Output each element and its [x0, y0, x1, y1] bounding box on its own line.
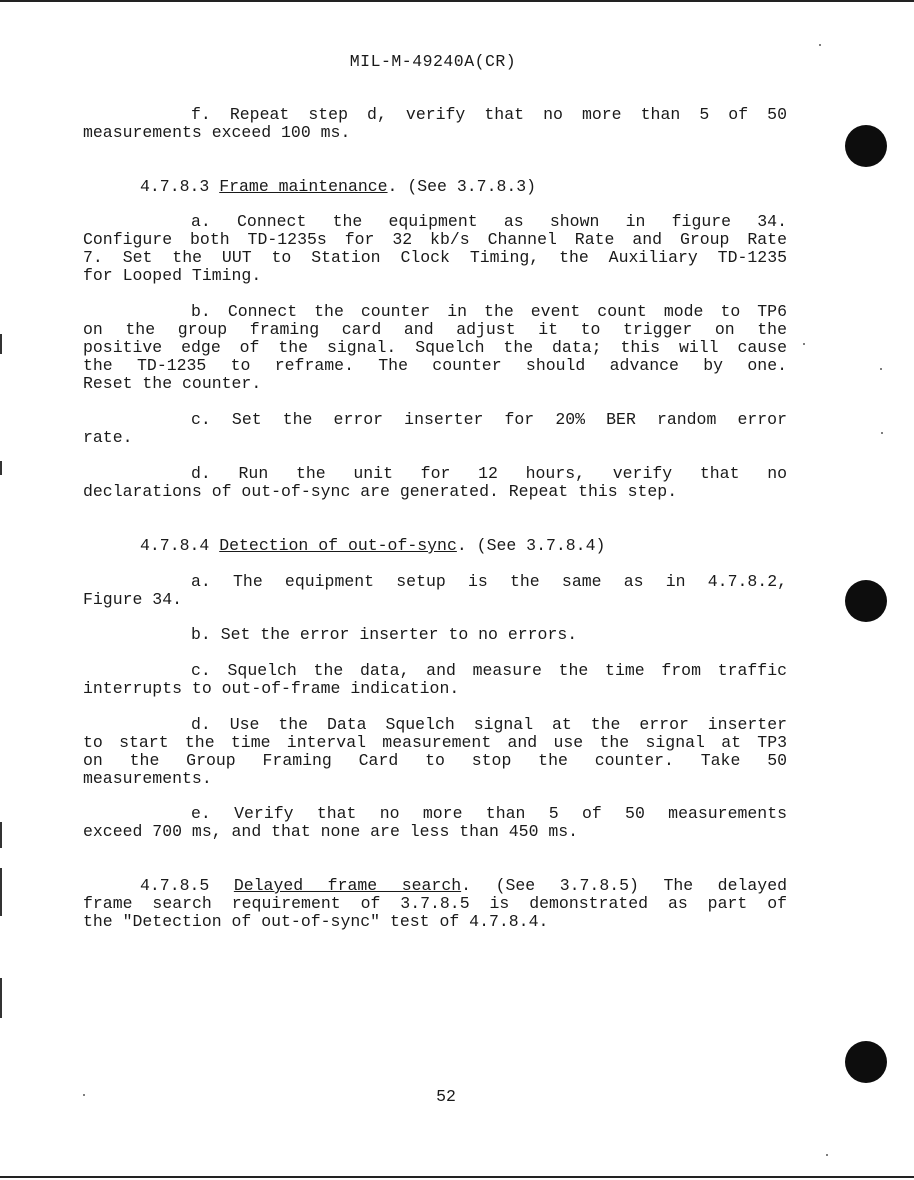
text-line: Figure 34.: [83, 590, 183, 609]
scan-edge-mark: [0, 822, 2, 848]
paragraph-4785: [83, 877, 787, 931]
section-number: 4.7.8.3: [140, 177, 210, 196]
text-line: measurements exceed 100 ms.: [83, 123, 351, 142]
text-line: b. Set the error inserter to no errors.: [191, 625, 578, 644]
text-line: declarations of out-of-sync are generated. Repeat this step.: [83, 482, 678, 501]
bottom-scan-edge: [0, 1176, 914, 1178]
text-line: interrupts to out-of-frame indication.: [83, 679, 460, 698]
text-line: c. Squelch the data, and measure the time from traffic: [191, 661, 787, 680]
section-heading-4784: [83, 537, 787, 555]
text-line: a. The equipment setup is the same as in 4.7.8.2,: [191, 572, 787, 591]
paragraph-4784-b: [83, 626, 787, 644]
scan-edge-mark: [0, 868, 2, 916]
punch-hole: [845, 580, 887, 622]
text-line: d. Use the Data Squelch signal at the error inserter: [191, 715, 787, 734]
text-line: on the Group Framing Card to stop the counter. Take 50: [83, 751, 787, 770]
scan-speck: [83, 1094, 85, 1096]
section-number: 4.7.8.5: [140, 876, 210, 895]
scan-edge-mark: [0, 334, 2, 354]
paragraph-step-f: [83, 106, 787, 142]
paragraph-4783-b: [83, 303, 787, 393]
section-title: Delayed frame search: [233, 876, 462, 895]
section-reference: . (See 3.7.8.3): [387, 177, 537, 196]
text-line: Configure both TD-1235s for 32 kb/s Channel Rate and Group Rate: [83, 230, 787, 249]
scan-speck: [880, 368, 882, 370]
text-line: b. Connect the counter in the event count mode to TP6: [191, 302, 787, 321]
section-title: Frame maintenance: [219, 177, 388, 196]
text-line: Reset the counter.: [83, 374, 262, 393]
text-line: d. Run the unit for 12 hours, verify that no: [191, 464, 787, 483]
text-line: f. Repeat step d, verify that no more than 5 of 50: [191, 105, 787, 124]
paragraph-4784-e: [83, 805, 787, 841]
text-line: rate.: [83, 428, 133, 447]
scan-speck: [881, 432, 883, 434]
text-line: the TD-1235 to reframe. The counter should advance by one.: [83, 356, 787, 375]
section-reference: . (See 3.7.8.4): [456, 536, 606, 555]
text-line: the "Detection of out-of-sync" test of 4.7.8.4.: [83, 912, 549, 931]
paragraph-4784-c: [83, 662, 787, 698]
paragraph-4783-c: [83, 411, 787, 447]
section-title: Detection of out-of-sync: [219, 536, 457, 555]
section-reference: . (See 3.7.8.5) The delayed: [461, 876, 787, 895]
text-line: 7. Set the UUT to Station Clock Timing, the Auxiliary TD-1235: [83, 248, 787, 267]
document-id-header: MIL-M-49240A(CR): [349, 52, 517, 71]
text-line: on the group framing card and adjust it to trigger on the: [83, 320, 787, 339]
paragraph-4783-a: [83, 213, 787, 285]
text-line: exceed 700 ms, and that none are less than 450 ms.: [83, 822, 579, 841]
text-line: to start the time interval measurement and use the signal at TP3: [83, 733, 787, 752]
text-line: e. Verify that no more than 5 of 50 measurements: [191, 804, 787, 823]
scan-edge-mark: [0, 978, 2, 1018]
text-line: for Looped Timing.: [83, 266, 262, 285]
scan-speck: [826, 1154, 828, 1156]
section-heading-4783: [83, 178, 787, 196]
section-number: 4.7.8.4: [140, 536, 210, 555]
top-scan-edge: [0, 0, 914, 2]
page-number: 52: [436, 1087, 456, 1106]
text-line: frame search requirement of 3.7.8.5 is demonstrated as part of: [83, 894, 787, 913]
paragraph-4784-d: [83, 716, 787, 788]
text-line: measurements.: [83, 769, 212, 788]
scan-edge-mark: [0, 461, 2, 475]
paragraph-4784-a: [83, 573, 787, 609]
punch-hole: [845, 125, 887, 167]
scan-speck: [803, 343, 805, 345]
text-line: c. Set the error inserter for 20% BER random error: [191, 410, 787, 429]
text-line: a. Connect the equipment as shown in figure 34.: [191, 212, 787, 231]
scan-speck: [819, 44, 821, 46]
paragraph-4783-d: [83, 465, 787, 501]
text-line: positive edge of the signal. Squelch the data; this will cause: [83, 338, 787, 357]
punch-hole: [845, 1041, 887, 1083]
